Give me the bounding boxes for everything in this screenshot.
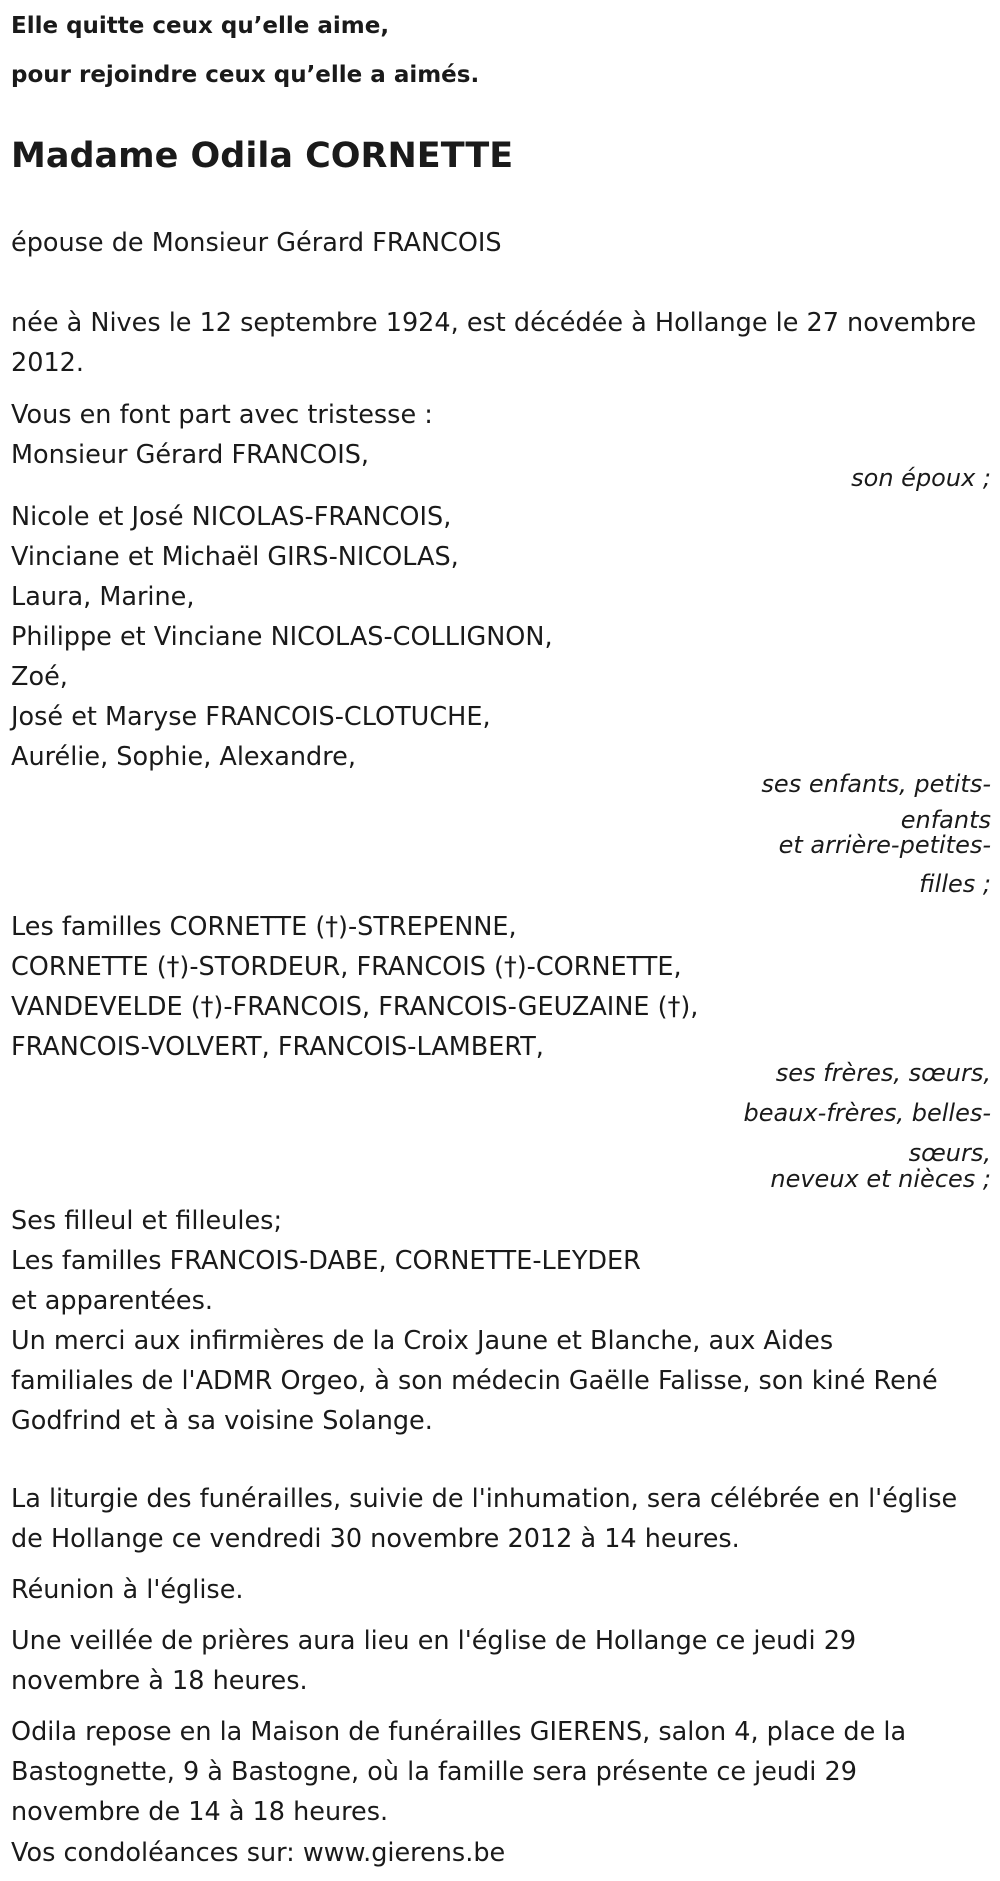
spouse-line: épouse de Monsieur Gérard FRANCOIS <box>11 228 502 258</box>
family-member: Monsieur Gérard FRANCOIS, <box>11 440 370 470</box>
family-member: CORNETTE (†)-STORDEUR, FRANCOIS (†)-CORNETTE, <box>11 952 682 982</box>
family-member: Les familles CORNETTE (†)-STREPENNE, <box>11 912 517 942</box>
liturgy-line: La liturgie des funérailles, suivie de l'inhumation, sera célébrée en l'église <box>11 1484 958 1514</box>
epigraph-line: Elle quitte ceux qu’elle aime, <box>11 13 390 39</box>
others-line: et apparentées. <box>11 1286 213 1316</box>
others-line: Les familles FRANCOIS-DABE, CORNETTE-LEYDER <box>11 1246 641 1276</box>
relation-label: ses frères, sœurs, <box>775 1059 991 1087</box>
family-member: Nicole et José NICOLAS-FRANCOIS, <box>11 502 452 532</box>
relation-label: son époux ; <box>851 464 991 492</box>
family-member: Vinciane et Michaël GIRS-NICOLAS, <box>11 542 459 572</box>
vigil-line: novembre à 18 heures. <box>11 1666 308 1696</box>
deceased-name: Madame Odila CORNETTE <box>11 136 514 176</box>
family-member: Aurélie, Sophie, Alexandre, <box>11 742 356 772</box>
relation-label: et arrière-petites- <box>778 831 991 859</box>
relation-label: enfants <box>900 806 991 834</box>
thanks-line: familiales de l'ADMR Orgeo, à son médecin Gaëlle Falisse, son kiné René <box>11 1366 938 1396</box>
condolences-link-text: Vos condoléances sur: www.gierens.be <box>11 1838 506 1868</box>
family-member: Philippe et Vinciane NICOLAS-COLLIGNON, <box>11 622 553 652</box>
thanks-line: Godfrind et à sa voisine Solange. <box>11 1406 433 1436</box>
relation-label: filles ; <box>919 870 991 898</box>
others-line: Ses filleul et filleules; <box>11 1206 283 1236</box>
epigraph-line: pour rejoindre ceux qu’elle a aimés. <box>11 62 480 88</box>
rest-line: novembre de 14 à 18 heures. <box>11 1797 389 1827</box>
family-member: FRANCOIS-VOLVERT, FRANCOIS-LAMBERT, <box>11 1032 544 1062</box>
family-member: VANDEVELDE (†)-FRANCOIS, FRANCOIS-GEUZAINE (†), <box>11 992 699 1022</box>
announce-intro: Vous en font part avec tristesse : <box>11 400 433 430</box>
family-member: José et Maryse FRANCOIS-CLOTUCHE, <box>11 702 491 732</box>
relation-label: ses enfants, petits- <box>761 770 991 798</box>
family-member: Zoé, <box>11 662 68 692</box>
relation-label: neveux et nièces ; <box>770 1165 991 1193</box>
thanks-line: Un merci aux infirmières de la Croix Jaune et Blanche, aux Aides <box>11 1326 834 1356</box>
family-member: Laura, Marine, <box>11 582 195 612</box>
relation-label: beaux-frères, belles- <box>743 1099 991 1127</box>
meeting-line: Réunion à l'église. <box>11 1575 244 1605</box>
vigil-line: Une veillée de prières aura lieu en l'église de Hollange ce jeudi 29 <box>11 1626 857 1656</box>
liturgy-line: de Hollange ce vendredi 30 novembre 2012 à 14 heures. <box>11 1524 740 1554</box>
rest-line: Bastognette, 9 à Bastogne, où la famille sera présente ce jeudi 29 <box>11 1757 857 1787</box>
birth-death-line: née à Nives le 12 septembre 1924, est décédée à Hollange le 27 novembre <box>11 308 977 338</box>
birth-death-line: 2012. <box>11 348 85 378</box>
rest-line: Odila repose en la Maison de funérailles GIERENS, salon 4, place de la <box>11 1717 907 1747</box>
relation-label: sœurs, <box>908 1139 991 1167</box>
